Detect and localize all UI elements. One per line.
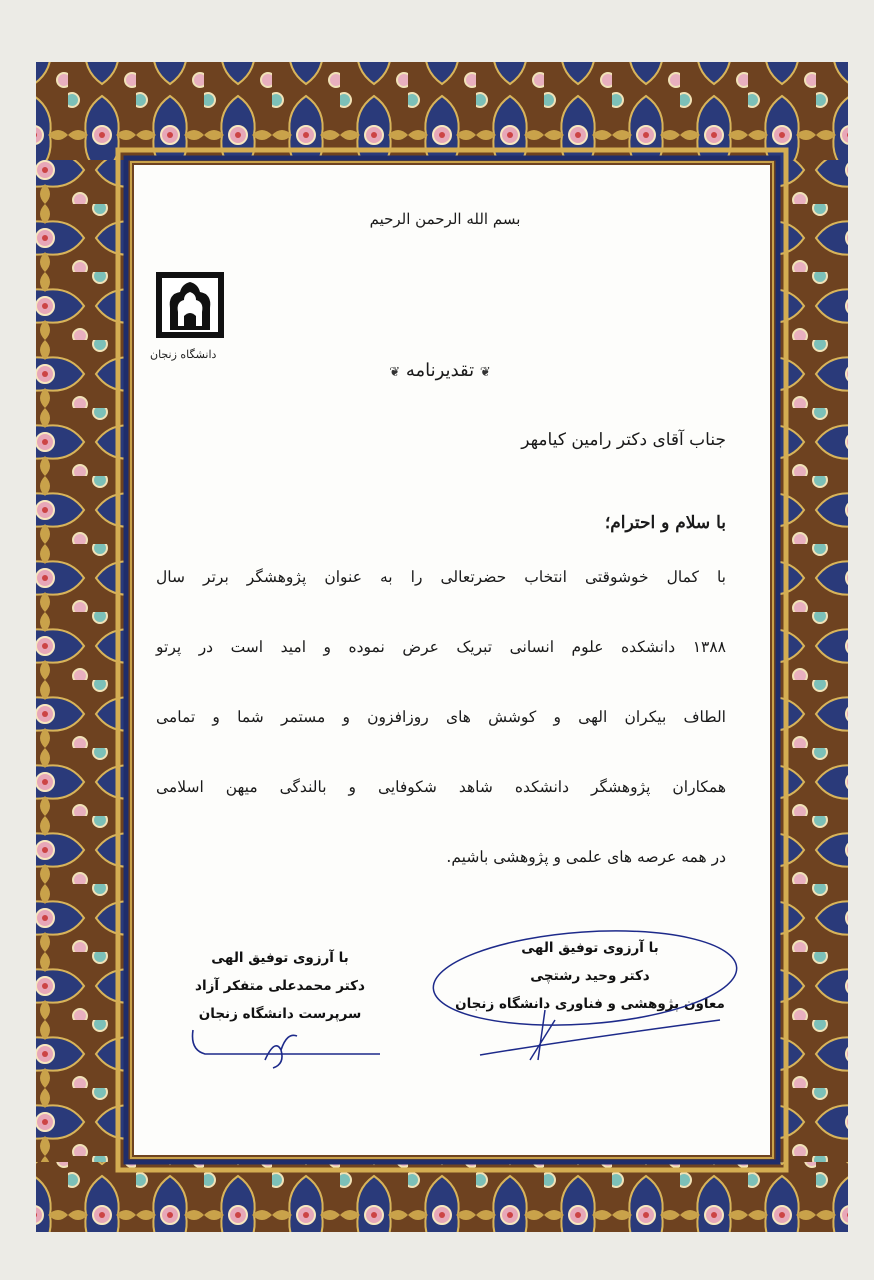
signature-left-position: سرپرست دانشگاه زنجان [198, 1006, 362, 1022]
university-logo-caption: دانشگاه زنجان [150, 348, 217, 361]
certificate-title [340, 360, 540, 381]
signature-right-scribble [420, 920, 750, 1070]
signature-left-scribble [185, 1020, 385, 1080]
signature-right-closing: با آرزوی توفیق الهی [521, 940, 659, 956]
ornament-right-icon: ❦ [479, 365, 491, 380]
signature-right-name: دکتر وحید رشتچی [530, 968, 650, 984]
greeting-line: با سلام و احترام؛ [604, 513, 726, 533]
body-line-5: در همه عرصه های علمی و پژوهشی باشیم. [446, 848, 726, 866]
ornament-left-icon: ❦ [389, 365, 401, 380]
body-line-3: الطاف بیکران الهی و کوشش های روزافزون و مستمر شما و تمامی [156, 708, 726, 726]
signature-left-name: دکتر محمدعلی متفکر آزاد [195, 978, 365, 994]
certificate-title-text: تقدیرنامه [405, 360, 475, 381]
body-line-4: همکاران پژوهشگر دانشکده شاهد شکوفایی و بالندگی میهن اسلامی [156, 778, 726, 796]
signature-right-position: معاون پژوهشی و فناوری دانشگاه زنجان [455, 996, 725, 1012]
body-line-2: ۱۳۸۸ دانشکده علوم انسانی تبریک عرض نموده و امید است در پرتو [156, 638, 726, 656]
university-logo-icon [154, 270, 226, 340]
recipient-line: جناب آقای دکتر رامین کیامهر [521, 430, 726, 450]
signature-left-closing: با آرزوی توفیق الهی [211, 950, 349, 966]
body-line-1: با کمال خوشوقتی انتخاب حضرتعالی را به عنوان پژوهشگر برتر سال [156, 568, 726, 586]
bismillah-heading: بسم الله الرحمن الرحیم [369, 210, 521, 228]
